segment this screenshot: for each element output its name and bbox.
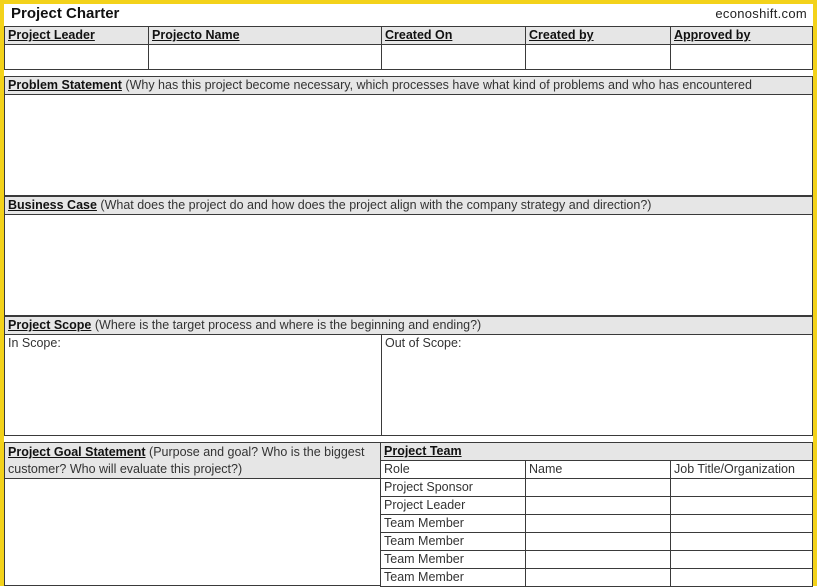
business-case-body[interactable] — [4, 214, 813, 316]
problem-statement-body[interactable] — [4, 94, 813, 196]
goal-statement-label: Project Goal Statement — [8, 445, 146, 459]
team-col-role-label: Role — [384, 462, 410, 476]
project-scope-label: Project Scope — [8, 318, 92, 332]
team-row-role — [380, 514, 526, 533]
team-col-name — [525, 460, 671, 479]
team-row-role — [380, 532, 526, 551]
team-col-job-title-label: Job Title/Organization — [674, 462, 795, 476]
team-role-label: Team Member — [384, 552, 464, 566]
team-row-role — [380, 550, 526, 569]
goal-statement-desc-2: customer? Who will evaluate this project?) — [8, 462, 243, 476]
team-row-name[interactable] — [525, 478, 671, 497]
team-row-role — [380, 568, 526, 587]
team-role-label: Project Sponsor — [384, 480, 473, 494]
business-case-header — [4, 196, 813, 215]
goal-statement-header — [4, 442, 381, 479]
team-row-name[interactable] — [525, 568, 671, 587]
value-created-on[interactable] — [381, 44, 526, 70]
header-project-name-label: Projecto Name — [152, 28, 240, 42]
project-scope-header — [4, 316, 813, 335]
team-row-name[interactable] — [525, 514, 671, 533]
team-row-job-title[interactable] — [670, 568, 813, 587]
team-role-label: Project Leader — [384, 498, 466, 512]
team-col-name-label: Name — [529, 462, 563, 476]
team-row-role — [380, 478, 526, 497]
team-row-role — [380, 496, 526, 515]
header-project-name — [148, 26, 382, 45]
header-created-by-label: Created by — [529, 28, 594, 42]
team-row-job-title[interactable] — [670, 496, 813, 515]
team-col-job-title — [670, 460, 813, 479]
project-team-label: Project Team — [384, 444, 462, 458]
project-team-header — [380, 442, 813, 461]
business-case-label: Business Case — [8, 198, 97, 212]
goal-statement-desc-1: (Purpose and goal? Who is the biggest — [149, 445, 365, 459]
problem-statement-header — [4, 76, 813, 95]
value-project-name[interactable] — [148, 44, 382, 70]
goal-statement-body[interactable] — [4, 478, 381, 586]
out-of-scope-box[interactable] — [381, 334, 813, 436]
page-title: Project Charter — [11, 5, 120, 22]
team-row-job-title[interactable] — [670, 532, 813, 551]
in-scope-box[interactable] — [4, 334, 382, 436]
out-of-scope-label: Out of Scope: — [385, 336, 462, 350]
header-created-on — [381, 26, 526, 45]
header-approved-by — [670, 26, 813, 45]
team-row-job-title[interactable] — [670, 514, 813, 533]
team-row-name[interactable] — [525, 496, 671, 515]
team-role-label: Team Member — [384, 570, 464, 584]
team-row-name[interactable] — [525, 550, 671, 569]
value-project-leader[interactable] — [4, 44, 149, 70]
value-created-by[interactable] — [525, 44, 671, 70]
header-created-on-label: Created On — [385, 28, 453, 42]
header-approved-by-label: Approved by — [674, 28, 751, 42]
brand-watermark: econoshift.com — [715, 6, 807, 21]
project-scope-desc: (Where is the target process and where is the beginning and ending?) — [94, 318, 482, 332]
header-project-leader-label: Project Leader — [8, 28, 95, 42]
team-role-label: Team Member — [384, 534, 464, 548]
team-role-label: Team Member — [384, 516, 464, 530]
business-case-desc: (What does the project do and how does the project align with the company strategy and direction?) — [100, 198, 652, 212]
problem-statement-label: Problem Statement — [8, 78, 122, 92]
team-col-role — [380, 460, 526, 479]
problem-statement-desc: (Why has this project become necessary, which processes have what kind of problems and who has encountered — [125, 78, 752, 92]
header-created-by — [525, 26, 671, 45]
team-row-job-title[interactable] — [670, 478, 813, 497]
team-row-name[interactable] — [525, 532, 671, 551]
value-approved-by[interactable] — [670, 44, 813, 70]
team-row-job-title[interactable] — [670, 550, 813, 569]
in-scope-label: In Scope: — [8, 336, 61, 350]
header-project-leader — [4, 26, 149, 45]
